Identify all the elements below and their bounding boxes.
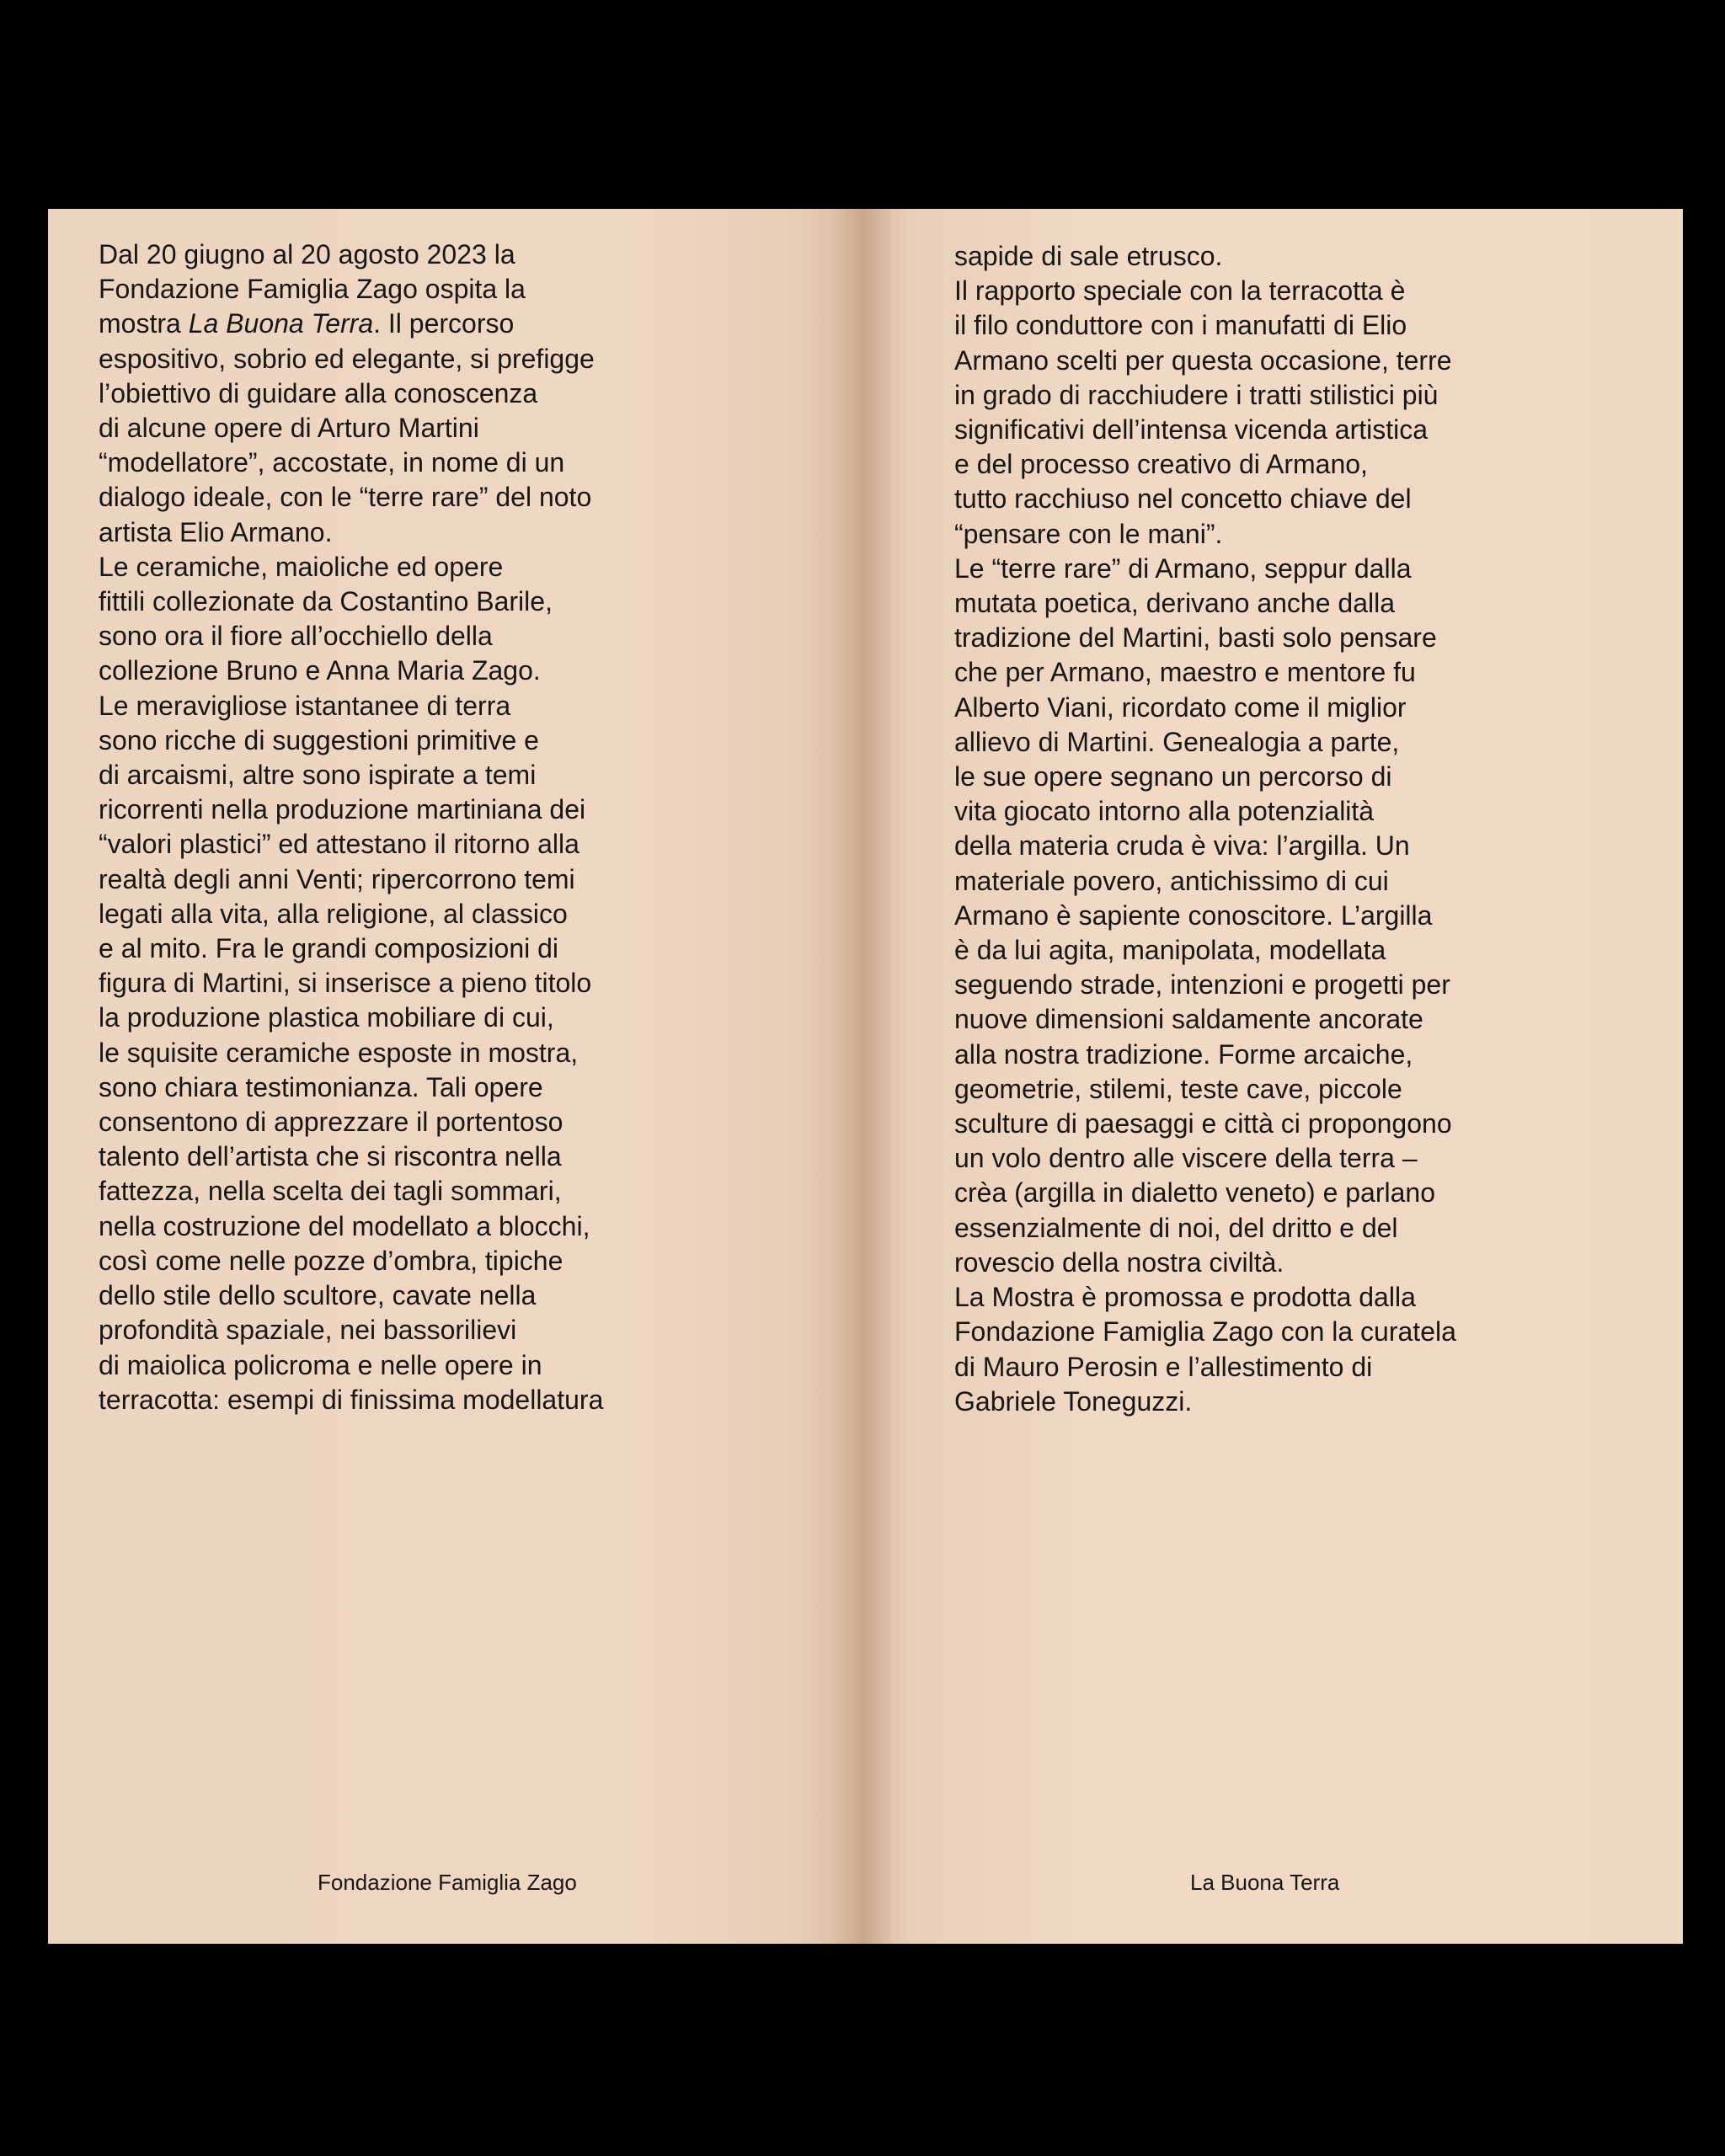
text-line: ricorrenti nella produzione martiniana dei [99,794,586,825]
text-line: in grado di racchiudere i tratti stilistici più [954,379,1439,410]
left-page-body-text [99,237,705,1417]
text-line: Armano scelti per questa occasione, terre [954,344,1452,376]
text-line: di maiolica policroma e nelle opere in [99,1349,542,1380]
text-line: sono chiara testimonianza. Tali opere [99,1071,543,1102]
text-line: Le “terre rare” di Armano, seppur dalla [954,552,1412,584]
text-line: così come nelle pozze d’ombra, tipiche [99,1245,563,1276]
text-line: di Mauro Perosin e l’allestimento di [954,1351,1373,1382]
text-line: nuove dimensioni saldamente ancorate [954,1004,1423,1035]
text-line: allievo di Martini. Genealogia a parte, [954,726,1400,757]
text-line: che per Armano, maestro e mentore fu [954,657,1416,688]
text-line: vita giocato intorno alla potenzialità [954,796,1375,827]
text-line: materiale povero, antichissimo di cui [954,865,1389,896]
text-line: artista Elio Armano. [99,516,333,547]
text-line: Le meravigliose istantanee di terra [99,690,511,721]
text-line: “pensare con le mani”. [954,518,1223,549]
exhibition-title-italic: La Buona Terra [188,308,374,339]
text-line: di alcune opere di Arturo Martini [99,413,479,444]
text-line: tutto racchiuso nel concetto chiave del [954,483,1412,515]
text-line: mutata poetica, derivano anche dalla [954,588,1396,619]
text-line: sculture di paesaggi e città ci propongono [954,1108,1452,1139]
text-line: Gabriele Toneguzzi. [954,1385,1193,1417]
text-line: un volo dentro alle viscere della terra – [954,1143,1418,1174]
text-line: fattezza, nella scelta dei tagli sommari, [99,1176,562,1207]
text-line: Dal 20 giugno al 20 agosto 2023 la [99,239,515,270]
text-line: espositivo, sobrio ed elegante, si prefigge [99,343,595,374]
text-line: l’obiettivo di guidare alla conoscenza [99,377,538,408]
text-line: significativi dell’intensa vicenda artistica [954,414,1429,446]
text-line: Fondazione Famiglia Zago con la curatela [954,1316,1456,1348]
left-page [48,209,865,1944]
left-page-footer: Fondazione Famiglia Zago [318,1870,577,1895]
text-line: sapide di sale etrusco. [954,241,1223,271]
text-line: nella costruzione del modellato a blocchi, [99,1210,590,1241]
text-line: fittili collezionate da Costantino Barile, [99,586,553,617]
text-line: Armano è sapiente conoscitore. L’argilla [954,899,1433,931]
text-line: collezione Bruno e Anna Maria Zago. [99,655,541,686]
text-line: alla nostra tradizione. Forme arcaiche, [954,1038,1413,1070]
text-line: talento dell’artista che si riscontra nella [99,1141,562,1172]
text-line: Fondazione Famiglia Zago ospita la [99,274,526,305]
booklet-spread [48,209,1683,1944]
text-line: dello stile dello scultore, cavate nella [99,1280,537,1311]
right-page-footer: La Buona Terra [1190,1870,1340,1895]
text-line: è da lui agita, manipolata, modellata [954,935,1386,966]
text-fragment: mostra [99,308,189,339]
text-line: e del processo creativo di Armano, [954,449,1368,480]
text-line-with-title [99,307,705,341]
text-fragment: . Il percorso [373,308,515,339]
text-line: della materia cruda è viva: l’argilla. Un [954,830,1410,862]
text-line: geometrie, stilemi, teste cave, piccole [954,1073,1402,1104]
text-line: tradizione del Martini, basti solo pensare [954,622,1437,654]
text-line: le sue opere segnano un percorso di [954,761,1392,792]
text-line: legati alla vita, alla religione, al classico [99,898,568,929]
text-line: essenzialmente di noi, del dritto e del [954,1212,1398,1243]
text-line: figura di Martini, si inserisce a pieno titolo [99,968,592,999]
right-page-body-text [954,239,1561,1419]
text-line: crèa (argilla in dialetto veneto) e parlano [954,1177,1435,1209]
text-line: terracotta: esempi di finissima modellatura [99,1384,604,1415]
text-line: Il rapporto speciale con la terracotta è [954,275,1406,307]
text-line: realtà degli anni Venti; ripercorrono temi [99,863,575,894]
text-line: “modellatore”, accostate, in nome di un [99,447,565,478]
text-line: sono ora il fiore all’occhiello della [99,621,493,652]
text-line: la produzione plastica mobiliare di cui, [99,1002,554,1033]
text-line: La Mostra è promossa e prodotta dalla [954,1282,1416,1313]
text-line: profondità spaziale, nei bassorilievi [99,1315,517,1346]
text-line: “valori plastici” ed attestano il ritorno alla [99,829,579,860]
text-line: consentono di apprezzare il portentoso [99,1107,563,1138]
text-line: le squisite ceramiche esposte in mostra, [99,1037,579,1068]
text-line: Le ceramiche, maioliche ed opere [99,551,504,582]
text-line: il filo conduttore con i manufatti di Elio [954,310,1407,341]
text-line: dialogo ideale, con le “terre rare” del noto [99,482,592,513]
right-page [865,209,1683,1944]
text-line: sono ricche di suggestioni primitive e [99,724,539,755]
text-line: e al mito. Fra le grandi composizioni di [99,933,559,964]
text-line: di arcaismi, altre sono ispirate a temi [99,760,537,791]
text-line: rovescio della nostra civiltà. [954,1246,1284,1278]
center-fold [831,209,890,1944]
text-line: Alberto Viani, ricordato come il miglior [954,691,1407,723]
text-line: seguendo strade, intenzioni e progetti per [954,969,1450,1001]
